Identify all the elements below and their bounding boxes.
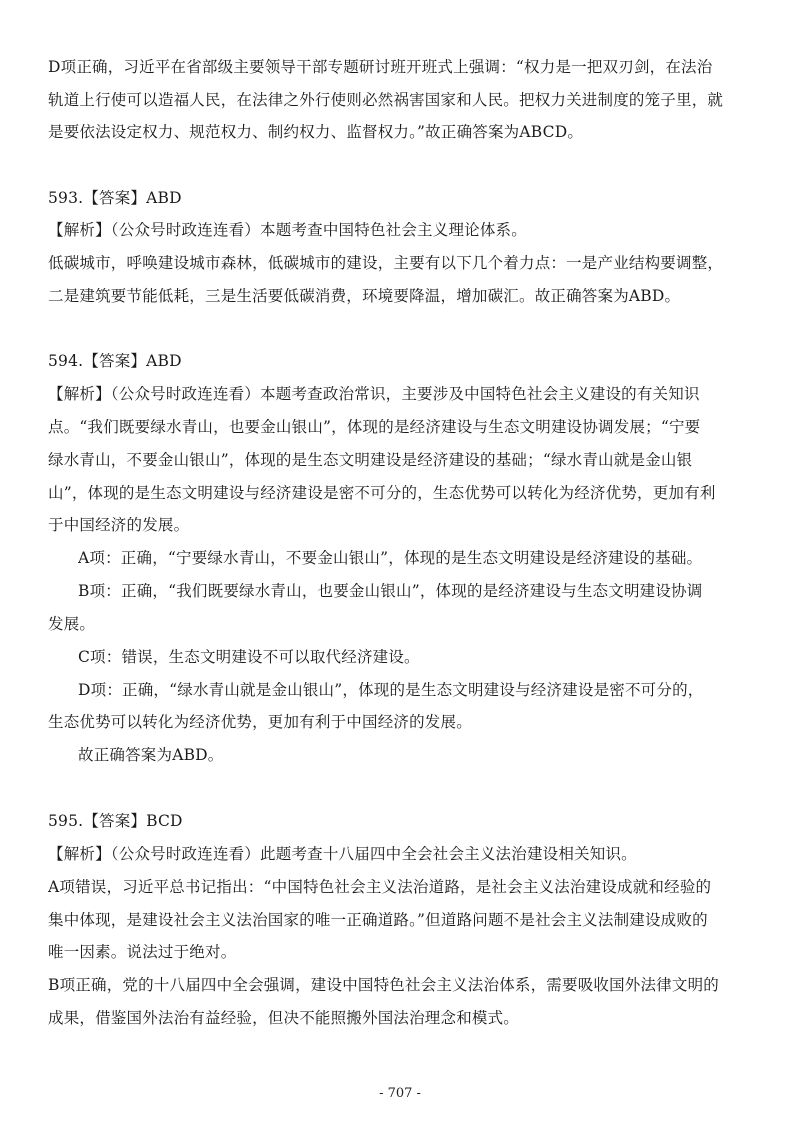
page-number: - 707 - (379, 1086, 421, 1101)
option-d-line: D项：正确，“绿水青山就是金山银山”，体现的是生态文明建设与经济建设是密不可分的， (78, 681, 704, 699)
answer-heading-594: 594.【答案】ABD (48, 352, 182, 370)
text-line: 绿水青山，不要金山银山”，体现的是生态文明建设是经济建设的基础；“绿水青山就是金山银 (48, 451, 693, 469)
text-line: 唯一因素。说法过于绝对。 (48, 943, 237, 961)
text-line: 生态优势可以转化为经济优势，更加有利于中国经济的发展。 (48, 713, 472, 731)
text-line: 低碳城市，呼唤建设城市森林，低碳城市的建设，主要有以下几个着力点：一是产业结构要调整， (48, 254, 724, 272)
text-line: A项错误，习近平总书记指出：“中国特色社会主义法治道路，是社会主义法治建设成就和经验的 (48, 878, 712, 896)
text-line: 点。“我们既要绿水青山，也要金山银山”，体现的是经济建设与生态文明建设协调发展；“宁要 (48, 418, 701, 436)
analysis-line: 【解析】（公众号时政连连看）本题考查中国特色社会主义理论体系。 (48, 221, 527, 239)
text-line: 是要依法设定权力、规范权力、制约权力、监督权力。”故正确答案为ABCD。 (48, 123, 584, 141)
text-line: 山”，体现的是生态文明建设与经济建设是密不可分的，生态优势可以转化为经济优势，更加有利 (48, 484, 716, 502)
text-line: 成果，借鉴国外法治有益经验，但决不能照搬外国法治理念和模式。 (48, 1009, 520, 1027)
option-c-line: C项：错误，生态文明建设不可以取代经济建设。 (78, 648, 420, 666)
text-line: B项正确，党的十八届四中全会强调，建设中国特色社会主义法治体系，需要吸收国外法律文明的 (48, 976, 719, 994)
answer-heading-593: 593.【答案】ABD (48, 189, 182, 207)
analysis-line: 【解析】（公众号时政连连看）此题考查十八届四中全会社会主义法治建设相关知识。 (48, 845, 637, 863)
text-line: 轨道上行使可以造福人民，在法律之外行使则必然祸害国家和人民。把权力关进制度的笼子里，就 (48, 91, 724, 109)
text-line: 二是建筑要节能低耗，三是生活要低碳消费，环境要降温，增加碳汇。故正确答案为ABD。 (48, 287, 681, 305)
text-line: D项正确，习近平在省部级主要领导干部专题研讨班开班式上强调：“权力是一把双刃剑，在法治 (48, 58, 713, 76)
option-b-line: B项：正确，“我们既要绿水青山，也要金山银山”，体现的是经济建设与生态文明建设协调 (78, 582, 703, 600)
option-a-line: A项：正确，“宁要绿水青山，不要金山银山”，体现的是生态文明建设是经济建设的基础。 (78, 549, 703, 567)
text-line: 发展。 (48, 615, 96, 633)
text-line: 于中国经济的发展。 (48, 516, 190, 534)
text-line: 集中体现，是建设社会主义法治国家的唯一正确道路。”但道路问题不是社会主义法制建设成败的 (48, 911, 708, 929)
answer-heading-595: 595.【答案】BCD (48, 812, 183, 830)
conclusion-line: 故正确答案为ABD。 (78, 746, 224, 764)
analysis-line: 【解析】（公众号时政连连看）本题考查政治常识，主要涉及中国特色社会主义建设的有关知识 (48, 385, 700, 403)
